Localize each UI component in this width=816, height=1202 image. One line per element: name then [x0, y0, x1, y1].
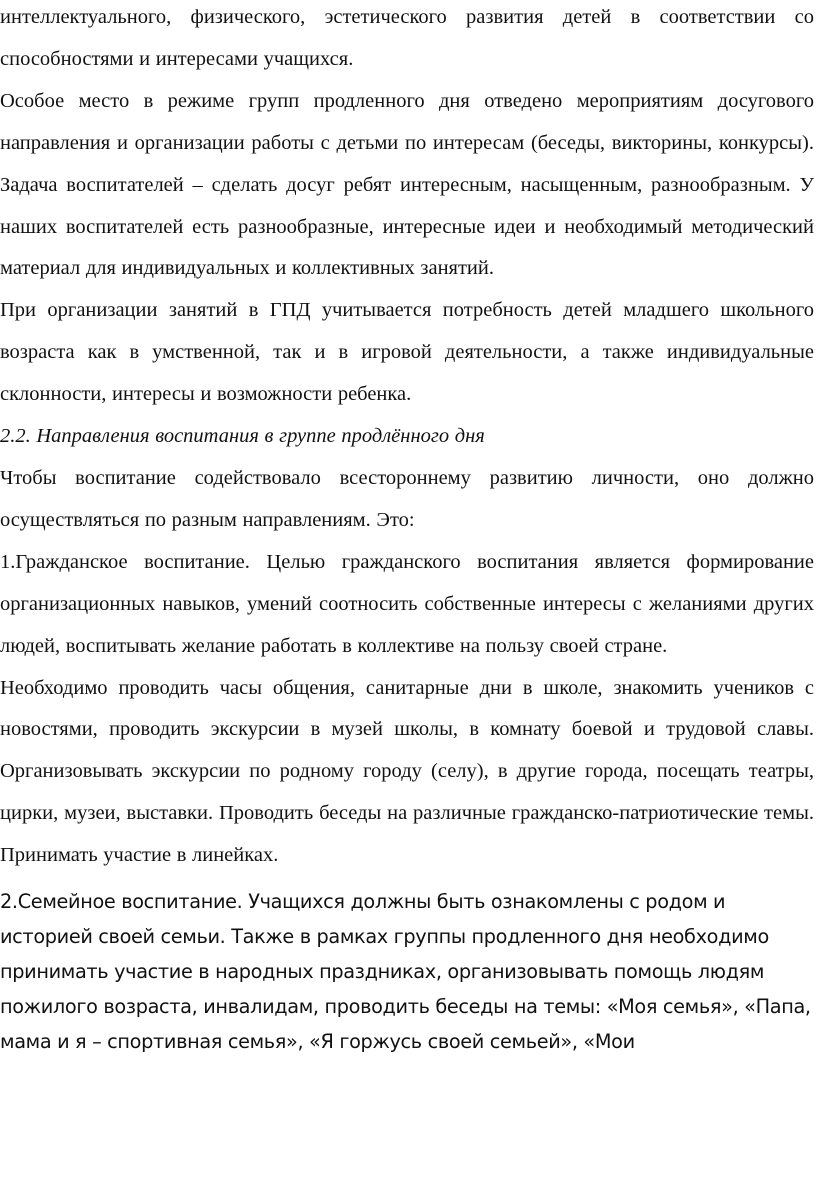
- paragraph-civic-activities: Необходимо проводить часы общения, санитарные дни в школе, знакомить учеников с новостями, проводить экскурсии в музей школы, в комнату боевой и трудовой славы. Организовывать экскурсии по родному городу (селу), в другие города, посещать театры, цирки, музеи, выставки. Проводить беседы на различные гражданско-патриотические темы. Принимать участие в линейках.: [0, 676, 814, 867]
- paragraph-civic-education: 1.Гражданское воспитание. Целью гражданского воспитания является формирование организационных навыков, умений соотносить собственные интересы с желаниями других людей, воспитывать желание работать в коллективе на пользу своей стране.: [0, 550, 814, 657]
- section-heading-directions: 2.2. Направления воспитания в группе продлённого дня: [0, 425, 485, 448]
- paragraph-directions-intro: Чтобы воспитание содействовало всестороннему развитию личности, оно должно осуществляться по разным направлениям. Это:: [0, 466, 814, 531]
- paragraph-development-continuation: интеллектуального, физического, эстетического развития детей в соответствии со способностями и интересами учащихся.: [0, 6, 814, 70]
- paragraph-child-needs: При организации занятий в ГПД учитывается потребность детей младшего школьного возраста как в умственной, так и в игровой деятельности, а также индивидуальные склонности, интересы и возможности ребенка.: [0, 299, 814, 406]
- paragraph-family-education: 2.Семейное воспитание. Учащихся должны быть ознакомлены с родом и историей своей семьи. Также в рамках группы продленного дня необходимо принимать участие в народных праздниках, организовывать помощь людям пожилого возраста, инвалидам, проводить беседы на темы: «Моя семья», «Папа, мама и я – спортивная семья», «Я горжусь своей семьей», «Мои: [0, 890, 811, 1054]
- paragraph-leisure-activities: Особое место в режиме групп продленного дня отведено мероприятиям досугового направления и организации работы с детьми по интересам (беседы, викторины, конкурсы). Задача воспитателей – сделать досуг ребят интересным, насыщенным, разнообразным. У наших воспитателей есть разнообразные, интересные идеи и необходимый методический материал для индивидуальных и коллективных занятий.: [0, 89, 814, 280]
